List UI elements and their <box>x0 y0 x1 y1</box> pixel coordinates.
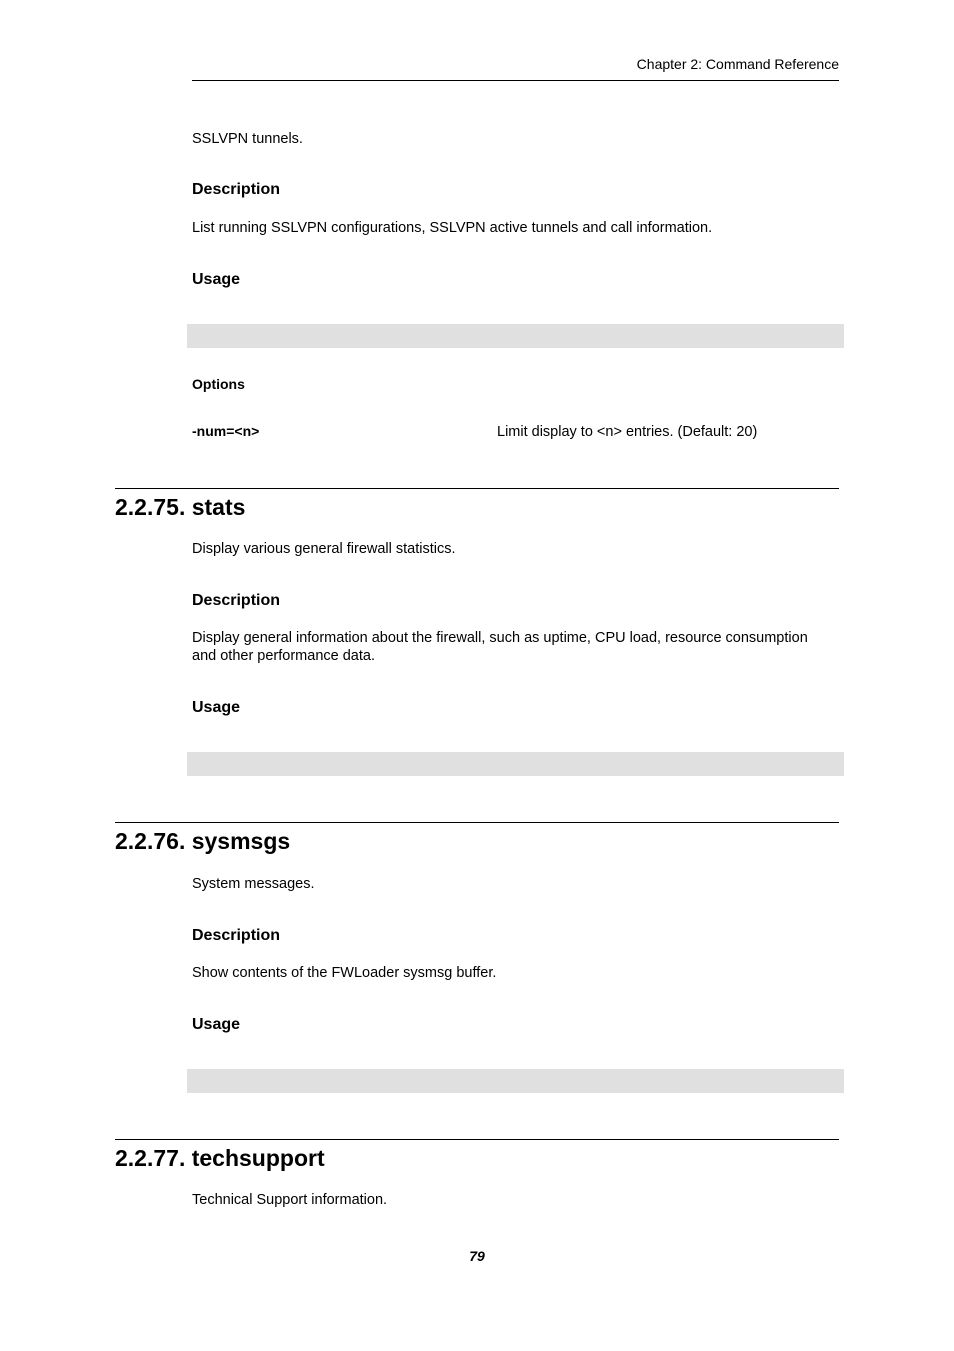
stats-description-line1: Display general information about the firewall, such as uptime, CPU load, resource consumption <box>192 630 808 646</box>
sslvpn-usage-heading: Usage <box>192 271 241 288</box>
techsupport-section-rule <box>115 1139 839 1140</box>
header-rule <box>192 80 839 81</box>
sysmsgs-section-title: 2.2.76. sysmsgs <box>115 828 291 854</box>
sysmsgs-usage-code-box <box>187 1069 844 1093</box>
sslvpn-description-heading: Description <box>192 181 281 198</box>
sslvpn-intro: SSLVPN tunnels. <box>192 131 303 147</box>
sysmsgs-description-heading: Description <box>192 927 281 944</box>
stats-description-heading: Description <box>192 592 281 609</box>
sysmsgs-intro: System messages. <box>192 876 315 892</box>
techsupport-intro: Technical Support information. <box>192 1192 388 1208</box>
sysmsgs-usage-heading: Usage <box>192 1016 241 1033</box>
stats-usage-heading: Usage <box>192 699 241 716</box>
techsupport-section-title: 2.2.77. techsupport <box>115 1145 325 1171</box>
option-description: Limit display to <n> entries. (Default: 20) <box>497 424 758 440</box>
option-name: -num=<n> <box>192 423 260 439</box>
stats-description-line2: and other performance data. <box>192 648 375 664</box>
stats-section-rule <box>115 488 839 489</box>
stats-section-title: 2.2.75. stats <box>115 494 246 520</box>
sysmsgs-description: Show contents of the FWLoader sysmsg buffer. <box>192 965 497 981</box>
running-header: Chapter 2: Command Reference <box>636 56 839 72</box>
sslvpn-options-heading: Options <box>192 376 245 392</box>
stats-intro: Display various general firewall statistics. <box>192 541 456 557</box>
stats-usage-code-box <box>187 752 844 776</box>
sslvpn-usage-code-box <box>187 324 844 348</box>
sslvpn-description: List running SSLVPN configurations, SSLVPN active tunnels and call information. <box>192 220 713 236</box>
sysmsgs-section-rule <box>115 822 839 823</box>
page-number: 79 <box>469 1248 485 1264</box>
